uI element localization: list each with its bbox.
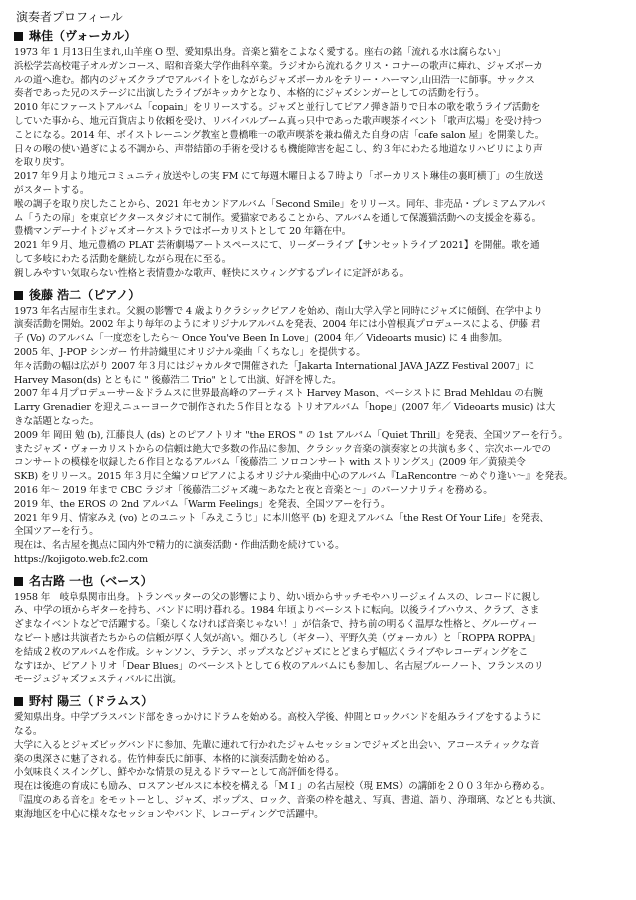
profile-line: 東海地区を中心に様々なセッションやバンド、レコーディングで活躍中。 bbox=[14, 808, 324, 820]
profile-line: 全国ツアーを行う。 bbox=[14, 526, 99, 538]
profile-line: 『温度のある音を』をモットーとし、ジャズ、ポップス、ロック、音楽の枠を越え、写真、書道、語り、浄瑠璃、などとも共演、 bbox=[14, 795, 562, 807]
profile-line: https://kojigoto.web.fc2.com bbox=[14, 553, 148, 565]
profile-line: がスタートする。 bbox=[14, 184, 90, 196]
profile-line: 現在は後進の育成にも励み、ロスアンゼルスに本校を構える「M I 」の名古屋校（現 EMS）の講師を２００３年から務める。 bbox=[14, 781, 550, 793]
profile-line: またジャズ・ヴォーカリストからの信頼は絶大で多数の作品に参加、クラシック音楽の演奏家との共演も多く、宗次ホールでの bbox=[14, 443, 551, 455]
section-heading bbox=[14, 573, 622, 590]
profile-line: していた事から、地元百貨店より依頼を受け、リバイバルブーム真っ只中であった歌声喫茶イベント「歌声広場」を受け持つ bbox=[14, 115, 542, 127]
profile-line: して多岐にわたる活動を継続しながら現在に至る。 bbox=[14, 253, 232, 265]
profile-line: 豊橋マンデーナイトジャズオーケストラではボーカリストとして 20 年籍在中。 bbox=[14, 226, 352, 238]
bullet-square-icon bbox=[14, 291, 23, 300]
profile-line: きな話題となった。 bbox=[14, 415, 99, 427]
performer-role: （ピアノ） bbox=[81, 287, 141, 302]
profile-line: 小気味良くスイングし、鮮やかな情景の見えるドラマーとして高評価を得る。 bbox=[14, 767, 345, 779]
profile-line: ム「うたの扉」を東京ビクタースタジオにて制作。愛猫家であることから、アルバムを通して保護猫活動への支援金を募る。 bbox=[14, 212, 542, 224]
profile-line: 1973 年 1 月13日生まれ,山羊座 O 型、愛知県出身。音楽と猫をこよなく愛する。座右の銘「流れる水は腐らない」 bbox=[14, 47, 506, 58]
profile-line: 2021 年９月、地元豊橋の PLAT 芸術劇場アートスペースにて、リーダーライブ【サンセットライブ 2021】を開催。歌を通 bbox=[14, 240, 540, 252]
profile-line: 大学に入るとジャズビッグバンドに参加、先輩に連れて行かれたジャムセッションでジャズと出会い、アコースティックな音 bbox=[14, 739, 540, 751]
section-heading bbox=[14, 693, 622, 710]
profile-line: 2007 年４月プロデューサー＆ドラムスに世界最高峰のアーティスト Harvey Mason、ベーシストに Brad Mehldau の右腕 bbox=[14, 388, 543, 400]
profile-line: SKB) をリリース。2015 年３月に全編ソロピアノによるオリジナル楽曲中心のアルバム『LaRencontre ～めぐり逢い～』を発表。 bbox=[14, 471, 573, 483]
profile-text bbox=[14, 46, 622, 281]
profile-text bbox=[14, 591, 622, 688]
profile-line: 親しみやすい気取らない性格と表情豊かな歌声、軽快にスウィングするプレイに定評がある。 bbox=[14, 267, 410, 279]
profile-line: 奏者であった兄のステージに出演したライブがキッカケとなり、本格的にジャズシンガーとしての活動を行う。 bbox=[14, 88, 485, 100]
profile-section-piano bbox=[14, 287, 622, 567]
profile-line: 子 (Vo) のアルバム「一度恋をしたら～ Once You've Been In Love」(2004 年／ Videoarts music) に 4 曲参加。 bbox=[14, 333, 508, 345]
profile-line: Larry Grenadier を迎えニューヨークで制作された５作目となる トリオアルバム「hope」(2007 年／ Videoarts music) は大 bbox=[14, 402, 556, 414]
profile-section-drums bbox=[14, 693, 622, 821]
section-heading bbox=[14, 28, 622, 45]
bullet-square-icon bbox=[14, 32, 23, 41]
performer-role: （ヴォーカル） bbox=[53, 29, 137, 43]
profile-line: ことになる。2014 年、ボイストレーニング教室と豊橋唯一の歌声喫茶を兼ね備えた自身の店「cafe salon 屋」を開業した。 bbox=[14, 129, 545, 141]
profile-line: 1958 年 岐阜県関市出身。トランペッターの父の影響により、幼い頃からサッチモやハリージェイムスの、レコードに親し bbox=[14, 591, 541, 603]
profile-line: Harvey Mason(ds) とともに " 後藤浩二 Trio" として出演、好評を博した。 bbox=[14, 374, 342, 386]
profile-line: 2016 年～ 2019 年まで CBC ラジオ「後藤浩二ジャズ魂～あなたと夜と音楽と～」のパーソナリティを務める。 bbox=[14, 484, 493, 496]
profile-text bbox=[14, 305, 622, 567]
profile-line: を取り戻す。 bbox=[14, 157, 70, 169]
profile-line: 1973 年名古屋市生まれ。父親の影響で 4 歳よりクラシックピアノを始め、南山大学入学と同時にジャズに傾倒、在学中より bbox=[14, 305, 543, 317]
profile-line: 楽の奥深さに魅了される。佐竹伸泰氏に師事、本格的に演奏活動を始める。 bbox=[14, 753, 336, 765]
performer-name: 琳佳 bbox=[29, 29, 54, 43]
profile-line: 2019 年、the EROS の 2nd アルバム「Warm Feelings」を発表、全国ツアーを行う。 bbox=[14, 498, 391, 510]
document-title: 演奏者プロフィール bbox=[16, 10, 123, 24]
profile-text bbox=[14, 711, 622, 821]
profile-line: ざまなイベントなどで活躍する。「楽しくなければ音楽じゃない！」が信条で、持ち前の明るく温厚な性格と、グルーヴィー bbox=[14, 619, 537, 631]
profile-section-vocal bbox=[14, 28, 622, 281]
profile-line: なビート感は共演者たちからの信頼が厚く人気が高い。畑ひろし（ギター）、平野久美（ヴォーカル）と「ROPPA ROPPA」 bbox=[14, 633, 541, 645]
profile-line: 年々活動の幅は広がり 2007 年３月にはジャカルタで開催された「Jakarta International JAVA JAZZ Festival 2007」に bbox=[14, 360, 535, 372]
performer-name: 名古路 一也 bbox=[29, 573, 94, 588]
profile-line: 現在は、名古屋を拠点に国内外で精力的に演奏活動・作曲活動を続けている。 bbox=[14, 540, 345, 552]
profile-line: 2005 年、J-POP シンガー 竹井詩織里にオリジナル楽曲「くちなし」を提供する。 bbox=[14, 346, 366, 358]
profile-line: 演奏活動を開始。2002 年より毎年のようにオリジナルアルバムを発表、2004 年には小曽根真プロデュースによる、伊藤 君 bbox=[14, 319, 541, 331]
profile-line: み、中学の頃からギターを持ち、バンドに明け暮れる。1984 年頃よりベーシストに転向。以後ライブハウス、クラブ、さま bbox=[14, 605, 540, 617]
performer-name: 野村 陽三 bbox=[29, 694, 82, 709]
profile-line: 日々の喉の使い過ぎによる不調から、声帯結節の手術を受けるも機能障害を起こし、約３年にわたる地道なリハビリにより声 bbox=[14, 143, 543, 155]
profile-line: なる。 bbox=[14, 726, 43, 738]
performer-role: （ベース） bbox=[93, 573, 153, 588]
profile-section-bass bbox=[14, 573, 622, 688]
profile-line: コンサートの模様を収録した６作目となるアルバム「後藤浩二 ソロコンサート with ストリングス」(2009 年／黄猿美令 bbox=[14, 457, 526, 469]
profile-line: 浜松学芸高校電子オルガンコース、昭和音楽大学作曲科卒業。ラジオから流れるクリス・コナーの歌声に痺れ、ジャズボーカ bbox=[14, 60, 543, 72]
profile-line: モージュジャズフェスティバルに出演。 bbox=[14, 674, 182, 686]
profile-line: なすほか、ピアノトリオ「Dear Blues」のベーシストとして６枚のアルバムにも参加し、名古屋ブルーノート、フランスのリ bbox=[14, 660, 544, 672]
profile-line: を結成２枚のアルバムを作成。シャンソン、ラテン、ポップスなどジャズにとどまらず幅広くライブやレコーディングをこ bbox=[14, 646, 529, 658]
profile-line: 愛知県出身。中学ブラスバンド部をきっかけにドラムを始める。高校入学後、仲間とロックバンドを組みライブをするように bbox=[14, 712, 542, 724]
profile-line: 2017 年９月より地元コミュニティ放送やしの実 FM にて毎週木曜日よる７時より「ボーカリスト琳佳の裏町横丁」の生放送 bbox=[14, 171, 543, 183]
section-heading bbox=[14, 287, 622, 304]
performer-role: （ドラムス） bbox=[81, 694, 154, 709]
profile-line: 喉の調子を取り戻したことから、2021 年セカンドアルバム「Second Smile」をリリース。同年、非売品・プレミアムアルバ bbox=[14, 198, 546, 210]
profile-line: ルの道へ進む。都内のジャズクラブでアルバイトをしながらジャズボーカルをテリー・ハーマン,山田浩一に師事。サックス bbox=[14, 74, 535, 86]
profile-line: 2021 年９月、情家みえ (vo) とのユニット「みえこうじ」に本川悠平 (b) を迎えアルバム「the Rest Of Your Life」を発表、 bbox=[14, 512, 550, 524]
bullet-square-icon bbox=[14, 577, 23, 586]
bullet-square-icon bbox=[14, 697, 23, 706]
profile-line: 2010 年にファーストアルバム「copain」をリリースする。ジャズと並行してピアノ弾き語りで日本の歌を歌うライブ活動を bbox=[14, 102, 541, 114]
performer-name: 後藤 浩二 bbox=[29, 287, 82, 302]
profile-line: 2009 年 岡田 勉 (b), 江藤良人 (ds) とのピアノトリオ "the EROS " の 1st アルバム「Quiet Thrill」を発表、全国ツアーを行う。 bbox=[14, 429, 568, 441]
